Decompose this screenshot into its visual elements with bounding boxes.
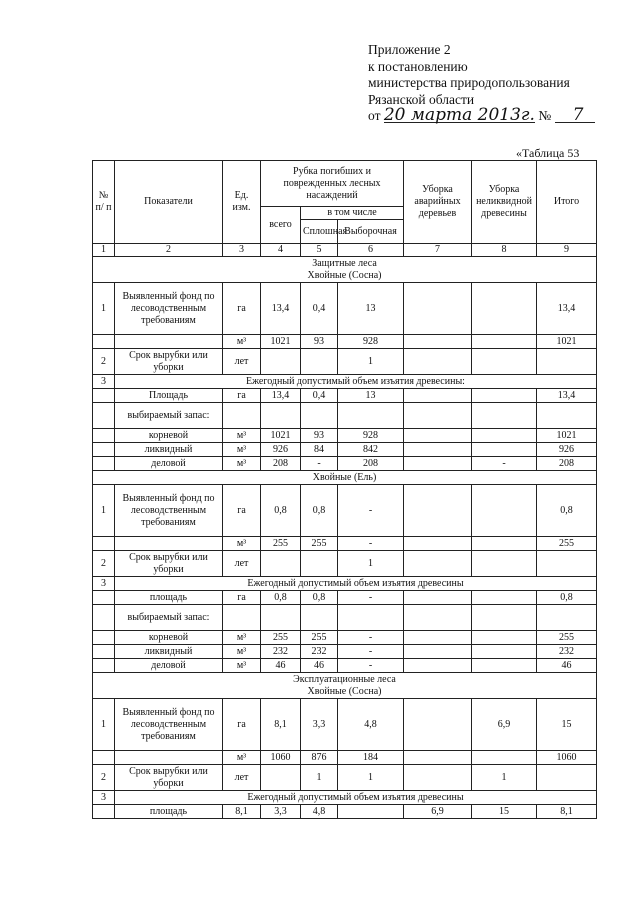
cell (93, 537, 115, 551)
table-row (93, 443, 597, 457)
cell (404, 335, 472, 349)
colnum: 7 (404, 244, 472, 257)
cell: 255 (261, 631, 301, 645)
cell: 84 (301, 443, 338, 457)
cell: 0,4 (301, 389, 338, 403)
cell: 46 (301, 659, 338, 673)
row-label: Срок вырубки или уборки (115, 551, 223, 577)
colnum: 9 (537, 244, 597, 257)
cell: 93 (301, 429, 338, 443)
cell: 1 (93, 699, 115, 751)
row-label: корневой (115, 429, 223, 443)
cell (404, 485, 472, 537)
cell: 1 (338, 765, 404, 791)
section-note: Ежегодный допустимый объем изъятия древесины (115, 791, 597, 805)
cell (472, 403, 537, 429)
cell: 0,8 (261, 591, 301, 605)
cell: 3,3 (261, 805, 301, 819)
table-row (93, 591, 597, 605)
table-row (93, 457, 597, 471)
cell (472, 485, 537, 537)
section-subtitle: Хвойные (Сосна) (307, 269, 382, 281)
cell: 208 (261, 457, 301, 471)
cell (93, 457, 115, 471)
cell: 4,8 (338, 699, 404, 751)
cell: лет (223, 765, 261, 791)
cell: 93 (301, 335, 338, 349)
table-row (93, 485, 597, 537)
table-row (93, 335, 597, 349)
cell: 0,4 (301, 283, 338, 335)
table-row (93, 631, 597, 645)
cell (404, 429, 472, 443)
section-title: Защитные леса (312, 257, 377, 269)
cell: 0,8 (537, 591, 597, 605)
section-note: Ежегодный допустимый объем изъятия древесины: (115, 375, 597, 389)
cell: 255 (261, 537, 301, 551)
cell (223, 605, 261, 631)
column-numbers-row (93, 244, 597, 257)
cell: га (223, 591, 261, 605)
cell: 46 (261, 659, 301, 673)
appendix-line-4: Рязанской области (368, 91, 475, 107)
table-row (93, 805, 597, 819)
table-row (93, 751, 597, 765)
cell: 876 (301, 751, 338, 765)
cell (404, 551, 472, 577)
header-sum: Итого (537, 161, 597, 244)
cell (404, 283, 472, 335)
cell (338, 605, 404, 631)
row-label: Площадь (115, 389, 223, 403)
cell: 0,8 (261, 485, 301, 537)
section-exploitation-pine (93, 673, 597, 819)
table-row (93, 577, 597, 591)
cell (338, 805, 404, 819)
cell: - (338, 537, 404, 551)
forest-table (92, 160, 597, 819)
cell (93, 403, 115, 429)
section-title: Эксплуатационные леса (293, 673, 396, 685)
cell: 13 (338, 389, 404, 403)
cell: 0,8 (301, 485, 338, 537)
row-label: Выявленный фонд по лесоводственным требованиям (115, 283, 223, 335)
table-row (93, 349, 597, 375)
cell (93, 805, 115, 819)
cell: га (223, 283, 261, 335)
cell (261, 765, 301, 791)
cell (261, 551, 301, 577)
table-row (93, 429, 597, 443)
cell: - (338, 631, 404, 645)
cell (472, 349, 537, 375)
cell: 232 (537, 645, 597, 659)
cell: 1 (301, 765, 338, 791)
cell (261, 349, 301, 375)
document-header (368, 42, 628, 125)
table-row (93, 659, 597, 673)
cell (301, 605, 338, 631)
handwritten-number: 7 (555, 108, 596, 123)
cell: 208 (338, 457, 404, 471)
cell (472, 537, 537, 551)
table-row (93, 645, 597, 659)
cell (404, 537, 472, 551)
table-row (93, 605, 597, 631)
cell (338, 403, 404, 429)
cell (404, 645, 472, 659)
colnum: 6 (338, 244, 404, 257)
row-label: выбираемый запас: (115, 403, 223, 429)
cell: - (338, 591, 404, 605)
cell (261, 605, 301, 631)
section-title-cell (93, 257, 597, 283)
cell (404, 751, 472, 765)
cell: 1021 (537, 335, 597, 349)
header-emergency: Уборка аварийных деревьев (404, 161, 472, 244)
cell: лет (223, 551, 261, 577)
cell (404, 765, 472, 791)
cell: 0,8 (537, 485, 597, 537)
handwritten-date: 20 марта 2013г. (383, 105, 535, 125)
cell: 3 (93, 375, 115, 389)
colnum: 8 (472, 244, 537, 257)
number-prefix: № (538, 108, 552, 123)
cell: - (301, 457, 338, 471)
cell: м³ (223, 443, 261, 457)
cell: 1 (472, 765, 537, 791)
cell (472, 591, 537, 605)
table-row (93, 283, 597, 335)
table-label: «Таблица 53 (516, 146, 580, 160)
cell (93, 659, 115, 673)
cell: 3 (93, 791, 115, 805)
table-row (93, 791, 597, 805)
cell (472, 443, 537, 457)
table-row (93, 699, 597, 751)
cell: 15 (537, 699, 597, 751)
section-protective-pine (93, 257, 597, 471)
cell: 1060 (537, 751, 597, 765)
row-label: Выявленный фонд по лесоводственным требованиям (115, 699, 223, 751)
header-num: № п/ п (93, 161, 115, 244)
cell (223, 403, 261, 429)
cell: - (338, 645, 404, 659)
cell (115, 751, 223, 765)
cell (404, 349, 472, 375)
cell (404, 699, 472, 751)
table-row (93, 551, 597, 577)
cell: 8,1 (223, 805, 261, 819)
cell (404, 591, 472, 605)
cell: 0,8 (301, 591, 338, 605)
cell (404, 457, 472, 471)
cell (472, 659, 537, 673)
cell: м³ (223, 631, 261, 645)
cell: 232 (261, 645, 301, 659)
cell (404, 605, 472, 631)
cell: 184 (338, 751, 404, 765)
colnum: 3 (223, 244, 261, 257)
header-indicator: Показатели (115, 161, 223, 244)
cell (404, 443, 472, 457)
cell: 15 (472, 805, 537, 819)
header-total: всего (261, 207, 301, 244)
section-title-cell (93, 673, 597, 699)
appendix-title: Приложение 2 (368, 42, 451, 57)
table-row (93, 403, 597, 429)
cell: 13,4 (537, 389, 597, 403)
cell: 46 (537, 659, 597, 673)
header-including: в том числе (301, 207, 404, 220)
header-illiquid: Уборка неликвидной древесины (472, 161, 537, 244)
cell (93, 335, 115, 349)
cell (472, 751, 537, 765)
cell (472, 645, 537, 659)
row-label: ликвидный (115, 443, 223, 457)
cell (93, 389, 115, 403)
row-label: деловой (115, 457, 223, 471)
table-header (93, 161, 597, 257)
cell: - (338, 659, 404, 673)
appendix-line-3: министерства природопользования (368, 75, 570, 90)
cell: м³ (223, 429, 261, 443)
cell: 3 (93, 577, 115, 591)
cell: лет (223, 349, 261, 375)
row-label: корневой (115, 631, 223, 645)
cell: 1 (93, 283, 115, 335)
table-row (93, 389, 597, 403)
cell: - (472, 457, 537, 471)
cell (472, 389, 537, 403)
cell: 3,3 (301, 699, 338, 751)
cell: 232 (301, 645, 338, 659)
row-label: Выявленный фонд по лесоводственным требованиям (115, 485, 223, 537)
header-felling: Рубка погибших и поврежденных лесных насаждений (261, 161, 404, 207)
cell (472, 605, 537, 631)
section-protective-spruce (93, 471, 597, 673)
cell: 13,4 (537, 283, 597, 335)
cell: 1021 (261, 335, 301, 349)
cell: 1021 (261, 429, 301, 443)
cell: 4,8 (301, 805, 338, 819)
cell: 13,4 (261, 389, 301, 403)
header-unit: Ед. изм. (223, 161, 261, 244)
cell (261, 403, 301, 429)
cell: га (223, 699, 261, 751)
cell: 1060 (261, 751, 301, 765)
cell: - (338, 485, 404, 537)
date-number-line (368, 105, 628, 125)
section-subtitle: Хвойные (Ель) (93, 471, 597, 485)
cell: 1 (93, 485, 115, 537)
section-note: Ежегодный допустимый объем изъятия древесины (115, 577, 597, 591)
cell: 6,9 (404, 805, 472, 819)
cell (93, 429, 115, 443)
cell (537, 403, 597, 429)
colnum: 2 (115, 244, 223, 257)
cell: 13,4 (261, 283, 301, 335)
appendix-line-2: к постановлению (368, 58, 468, 74)
cell: 1021 (537, 429, 597, 443)
cell: 1 (338, 349, 404, 375)
cell: 2 (93, 765, 115, 791)
cell (537, 605, 597, 631)
cell: 6,9 (472, 699, 537, 751)
cell (301, 349, 338, 375)
header-solid: Сплошная (301, 220, 338, 244)
cell (93, 645, 115, 659)
cell (404, 389, 472, 403)
cell: 255 (537, 537, 597, 551)
row-label: Срок вырубки или уборки (115, 349, 223, 375)
cell: 2 (93, 349, 115, 375)
cell (537, 765, 597, 791)
cell (404, 659, 472, 673)
cell (472, 283, 537, 335)
cell (301, 551, 338, 577)
header-selective: Выборочная (338, 220, 404, 244)
row-label: выбираемый запас: (115, 605, 223, 631)
from-prefix: от (368, 108, 381, 123)
cell: м³ (223, 537, 261, 551)
cell: 926 (261, 443, 301, 457)
cell: м³ (223, 659, 261, 673)
row-label: площадь (115, 591, 223, 605)
cell (472, 429, 537, 443)
cell (537, 551, 597, 577)
cell: 208 (537, 457, 597, 471)
cell (93, 443, 115, 457)
cell (404, 631, 472, 645)
cell: га (223, 485, 261, 537)
cell: га (223, 389, 261, 403)
table-row (93, 765, 597, 791)
cell (472, 551, 537, 577)
cell: м³ (223, 645, 261, 659)
cell: 8,1 (537, 805, 597, 819)
table-row (93, 537, 597, 551)
cell: 8,1 (261, 699, 301, 751)
section-subtitle: Хвойные (Сосна) (307, 685, 382, 697)
row-label: деловой (115, 659, 223, 673)
colnum: 1 (93, 244, 115, 257)
cell: 928 (338, 429, 404, 443)
cell: м³ (223, 751, 261, 765)
cell: 926 (537, 443, 597, 457)
colnum: 5 (301, 244, 338, 257)
cell: 255 (301, 537, 338, 551)
cell: м³ (223, 335, 261, 349)
cell: 13 (338, 283, 404, 335)
cell: 928 (338, 335, 404, 349)
cell (472, 335, 537, 349)
cell (404, 403, 472, 429)
cell (472, 631, 537, 645)
row-label: Срок вырубки или уборки (115, 765, 223, 791)
cell: 2 (93, 551, 115, 577)
cell: 255 (537, 631, 597, 645)
cell (115, 537, 223, 551)
cell (93, 605, 115, 631)
cell (115, 335, 223, 349)
row-label: площадь (115, 805, 223, 819)
cell (537, 349, 597, 375)
cell: 842 (338, 443, 404, 457)
colnum: 4 (261, 244, 301, 257)
cell (93, 631, 115, 645)
cell: 1 (338, 551, 404, 577)
cell (301, 403, 338, 429)
cell (93, 591, 115, 605)
cell (93, 751, 115, 765)
row-label: ликвидный (115, 645, 223, 659)
table-row (93, 375, 597, 389)
cell: 255 (301, 631, 338, 645)
cell: м³ (223, 457, 261, 471)
